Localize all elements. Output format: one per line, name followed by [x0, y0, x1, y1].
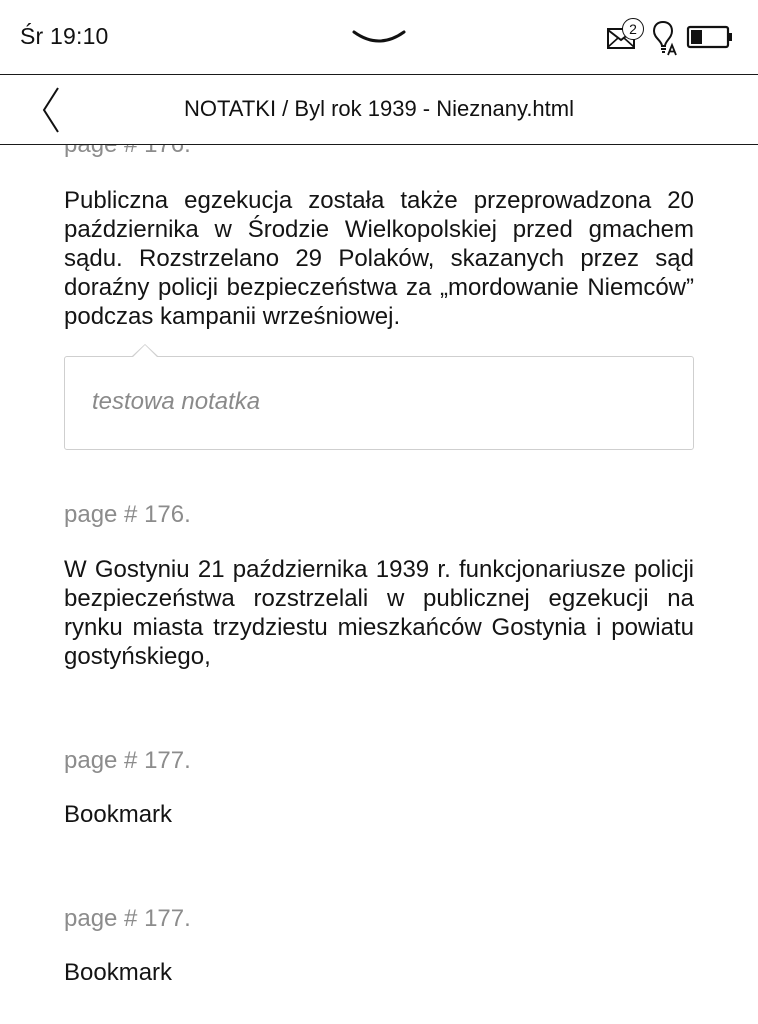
note-pointer	[131, 344, 159, 357]
clock: Śr 19:10	[20, 23, 109, 49]
frontlight-icon[interactable]	[650, 20, 680, 56]
page-label: page # 176.	[64, 501, 191, 528]
chevron-down-icon[interactable]	[352, 28, 406, 46]
quote-text[interactable]: Publiczna egzekucja została także przeprowadzona 20 października w Środzie Wielkopolskiej przed gmachem sądu. Rozstrzelano 29 Polaków, skazanych przez sąd doraźny policji bezpieczeństwa za „mordowanie Niemców” podczas kampanii wrześniowej.	[64, 187, 694, 330]
status-bar	[0, 0, 758, 75]
quote-text[interactable]: W Gostyniu 21 października 1939 r. funkcjonariusze policji bezpieczeństwa rozstrzelali w publicznej egzekucji na rynku miasta trzydziestu mieszkańców Gostynia i powiatu gostyńskiego,	[64, 556, 694, 670]
mail-count-badge: 2	[622, 18, 644, 40]
header	[0, 75, 758, 145]
bookmark-entry[interactable]: Bookmark	[64, 959, 173, 986]
note-text: testowa notatka	[92, 388, 261, 415]
battery-icon	[686, 24, 734, 50]
page-label: page # 177.	[64, 747, 191, 774]
note-card[interactable]	[64, 356, 694, 450]
page-label: page # 177.	[64, 905, 191, 932]
page-title: NOTATKI / Byl rok 1939 - Nieznany.html	[183, 96, 574, 121]
bookmark-entry[interactable]: Bookmark	[64, 801, 173, 828]
